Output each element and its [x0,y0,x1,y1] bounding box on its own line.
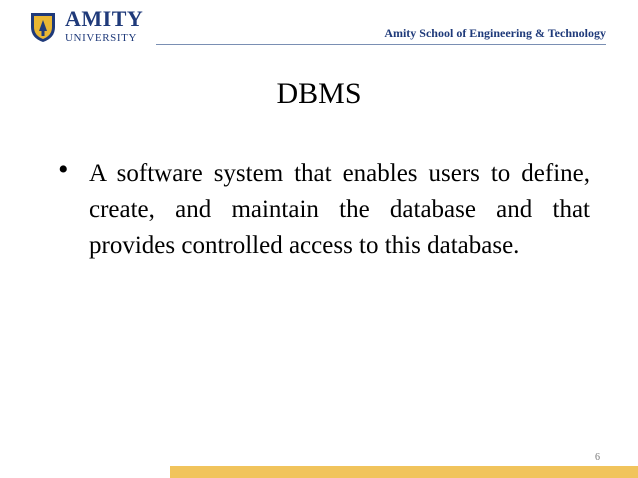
amity-university-logo [30,6,150,46]
amity-shield-icon [30,11,56,43]
footer-bar [170,466,638,478]
header-divider [156,44,606,45]
slide-title: DBMS [276,77,362,110]
page-number: 6 [595,452,600,463]
bullet-item [58,153,590,264]
bullet-text: A software system that enables users to define, create, and maintain the database and that provides controlled access to this database. [89,160,590,259]
school-name: Amity School of Engineering & Technology [384,26,606,40]
logo-name: AMITY [65,6,144,31]
bullet-list [58,153,590,264]
bullet-dot-icon: • [58,153,69,186]
logo-subtitle: UNIVERSITY [65,32,137,44]
